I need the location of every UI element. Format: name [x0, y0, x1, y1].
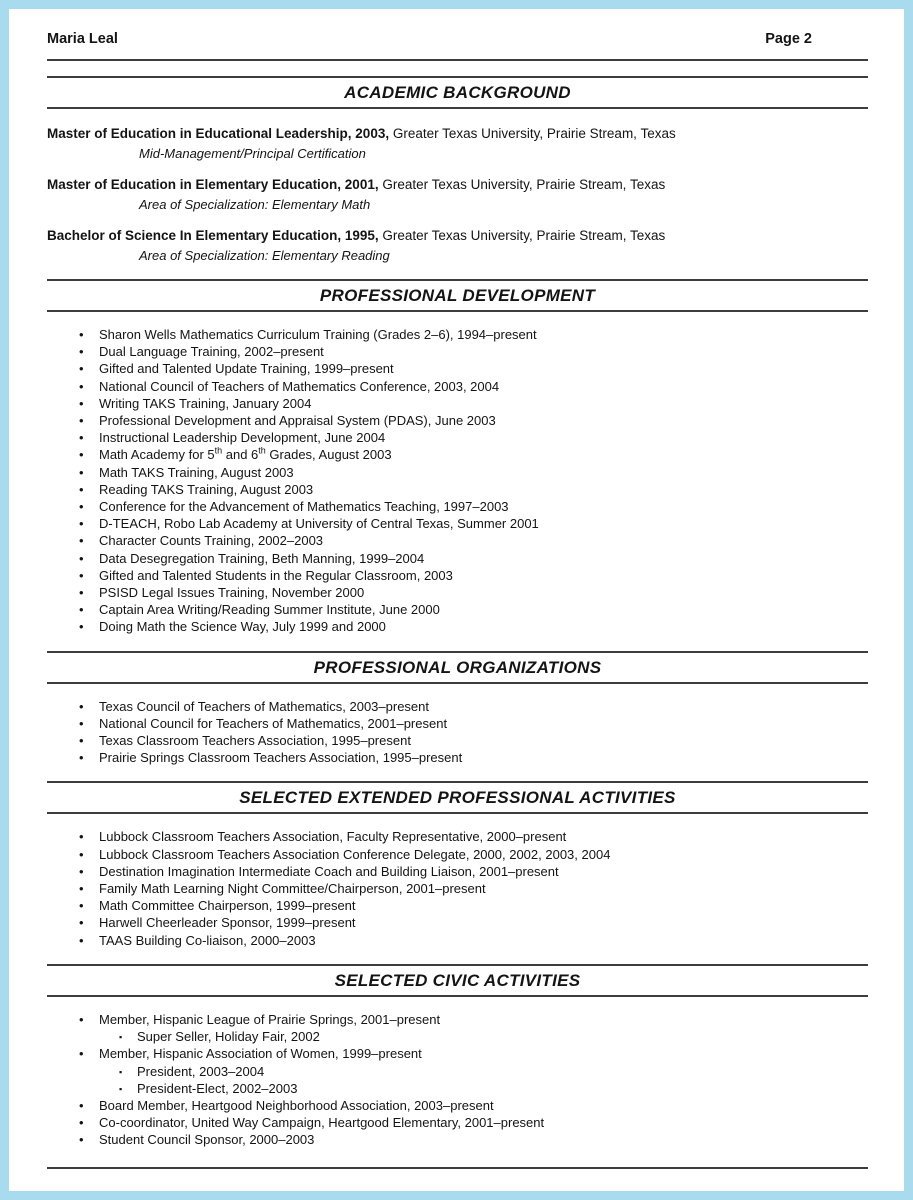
section-heading-block [47, 964, 868, 997]
section-title-professional-organizations: PROFESSIONAL ORGANIZATIONS [313, 657, 602, 677]
degree-institution: Greater Texas University, Prairie Stream, Texas [382, 228, 666, 243]
degree-title: Bachelor of Science In Elementary Education, 1995, [47, 228, 379, 243]
academic-entry [47, 125, 868, 162]
list-item: • Texas Classroom Teachers Association, 1995–present [77, 732, 868, 749]
page-number: Page 2 [765, 31, 812, 47]
section-rule-bottom [47, 682, 868, 684]
degree-institution: Greater Texas University, Prairie Stream, Texas [392, 126, 676, 141]
list-item: • Dual Language Training, 2002–present [77, 343, 868, 360]
list-item: • Member, Hispanic Association of Women, 1999–present [77, 1045, 868, 1062]
extended-activities-list [47, 828, 868, 948]
list-item: • Gifted and Talented Students in the Regular Classroom, 2003 [77, 567, 868, 584]
author-name: Maria Leal [47, 31, 118, 47]
degree-detail: Area of Specialization: Elementary Reading [139, 248, 390, 263]
list-item: • Harwell Cheerleader Sponsor, 1999–present [77, 914, 868, 931]
list-item: • National Council for Teachers of Mathematics, 2001–present [77, 715, 868, 732]
degree-title: Master of Education in Elementary Education, 2001, [47, 177, 379, 192]
list-item-text: Grades, August 2003 [265, 447, 392, 463]
professional-development-list [47, 326, 868, 636]
section-extended-professional-activities [47, 781, 868, 948]
page-header [47, 31, 868, 47]
list-item: • Co-coordinator, United Way Campaign, Heartgood Elementary, 2001–present [77, 1114, 868, 1131]
list-item: • Lubbock Classroom Teachers Association Conference Delegate, 2000, 2002, 2003, 2004 [77, 846, 868, 863]
section-academic-background [47, 76, 868, 264]
section-professional-organizations [47, 651, 868, 767]
list-item: • Writing TAKS Training, January 2004 [77, 395, 868, 412]
section-professional-development [47, 279, 868, 636]
academic-entry [47, 227, 868, 264]
list-item: • Character Counts Training, 2002–2003 [77, 532, 868, 549]
list-subitem: ▪ Super Seller, Holiday Fair, 2002 [115, 1028, 868, 1045]
list-item: • Lubbock Classroom Teachers Association, Faculty Representative, 2000–present [77, 828, 868, 845]
degree-line [47, 176, 868, 194]
professional-organizations-list [47, 698, 868, 767]
list-item: • Student Council Sponsor, 2000–2003 [77, 1131, 868, 1148]
list-item: • PSISD Legal Issues Training, November 2000 [77, 584, 868, 601]
section-heading-block [47, 279, 868, 312]
list-item: • Doing Math the Science Way, July 1999 and 2000 [77, 618, 868, 635]
list-item: • Conference for the Advancement of Mathematics Teaching, 1997–2003 [77, 498, 868, 515]
list-item: • Captain Area Writing/Reading Summer Institute, June 2000 [77, 601, 868, 618]
list-item: • National Council of Teachers of Mathematics Conference, 2003, 2004 [77, 378, 868, 395]
resume-page [9, 9, 904, 1169]
section-title-extended-activities: SELECTED EXTENDED PROFESSIONAL ACTIVITIES [239, 788, 676, 808]
list-item: • Professional Development and Appraisal System (PDAS), June 2003 [77, 412, 868, 429]
list-item: • Sharon Wells Mathematics Curriculum Training (Grades 2–6), 1994–present [77, 326, 868, 343]
section-civic-activities [47, 964, 868, 1149]
section-title-civic-activities: SELECTED CIVIC ACTIVITIES [334, 970, 581, 990]
list-item: • Instructional Leadership Development, June 2004 [77, 429, 868, 446]
superscript: th [214, 446, 223, 457]
list-item [77, 446, 868, 463]
civic-activities-list [47, 1011, 868, 1149]
section-rule-bottom [47, 995, 868, 997]
superscript: th [258, 446, 266, 457]
degree-title: Master of Education in Educational Leadership, 2003, [47, 126, 390, 141]
degree-detail: Area of Specialization: Elementary Math [139, 197, 371, 212]
list-item: • Reading TAKS Training, August 2003 [77, 481, 868, 498]
section-heading-block [47, 76, 868, 109]
section-rule-bottom [47, 107, 868, 109]
section-title-professional-development: PROFESSIONAL DEVELOPMENT [319, 286, 596, 305]
degree-institution: Greater Texas University, Prairie Stream, Texas [382, 177, 666, 192]
section-rule-bottom [47, 310, 868, 312]
list-item: • Math TAKS Training, August 2003 [77, 464, 868, 481]
footer-rule [47, 1167, 868, 1169]
list-subitem: ▪ President, 2003–2004 [115, 1063, 868, 1080]
list-item: • Prairie Springs Classroom Teachers Association, 1995–present [77, 749, 868, 766]
list-item: • TAAS Building Co-liaison, 2000–2003 [77, 932, 868, 949]
list-item: • Data Desegregation Training, Beth Manning, 1999–2004 [77, 550, 868, 567]
list-item: • Member, Hispanic League of Prairie Springs, 2001–present [77, 1011, 868, 1028]
academic-entries [47, 125, 868, 264]
list-item: • Math Committee Chairperson, 1999–present [77, 897, 868, 914]
list-item: • Family Math Learning Night Committee/Chairperson, 2001–present [77, 880, 868, 897]
section-heading-block [47, 781, 868, 814]
section-rule-bottom [47, 812, 868, 814]
degree-line [47, 227, 868, 245]
section-heading-block [47, 651, 868, 684]
degree-line [47, 125, 868, 143]
list-item-text: and 6 [222, 447, 259, 463]
list-item: • Texas Council of Teachers of Mathematics, 2003–present [77, 698, 868, 715]
section-title-academic: ACADEMIC BACKGROUND [344, 83, 571, 102]
list-item-text: Math Academy for 5 [99, 447, 215, 463]
academic-entry [47, 176, 868, 213]
list-item: • Destination Imagination Intermediate Coach and Building Liaison, 2001–present [77, 863, 868, 880]
list-item: • D-TEACH, Robo Lab Academy at University of Central Texas, Summer 2001 [77, 515, 868, 532]
degree-detail: Mid-Management/Principal Certification [139, 146, 366, 161]
list-subitem: ▪ President-Elect, 2002–2003 [115, 1080, 868, 1097]
header-rule [47, 59, 868, 61]
list-item: • Gifted and Talented Update Training, 1999–present [77, 360, 868, 377]
list-item: • Board Member, Heartgood Neighborhood Association, 2003–present [77, 1097, 868, 1114]
